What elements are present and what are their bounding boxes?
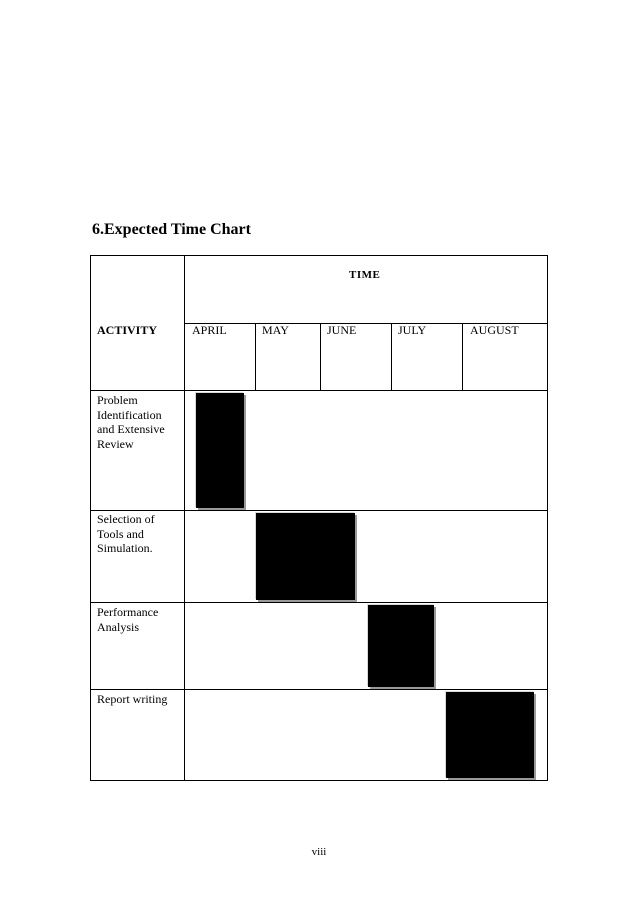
page-number: viii: [311, 846, 327, 858]
activity-bar-3: [368, 605, 434, 687]
activity-bar-2: [256, 513, 355, 600]
month-label-april: APRIL: [192, 323, 227, 337]
activity-bar-1: [196, 393, 244, 508]
month-label-june: JUNE: [327, 323, 357, 337]
month-label-july: JULY: [398, 323, 427, 337]
activity-label-1: Problem Identification and Extensive Review: [97, 393, 165, 451]
month-label-may: MAY: [262, 323, 289, 337]
section-title: Expected Time Chart: [104, 221, 251, 238]
activity-header: ACTIVITY: [97, 323, 158, 337]
time-header: TIME: [349, 269, 381, 281]
activity-label-2: Selection of Tools and Simulation.: [97, 512, 155, 555]
month-label-august: AUGUST: [470, 323, 519, 337]
activity-bar-4: [446, 692, 535, 778]
activity-label-4: Report writing: [97, 692, 168, 706]
activity-label-3: Performance Analysis: [97, 605, 159, 634]
section-number: 6.: [92, 221, 104, 238]
